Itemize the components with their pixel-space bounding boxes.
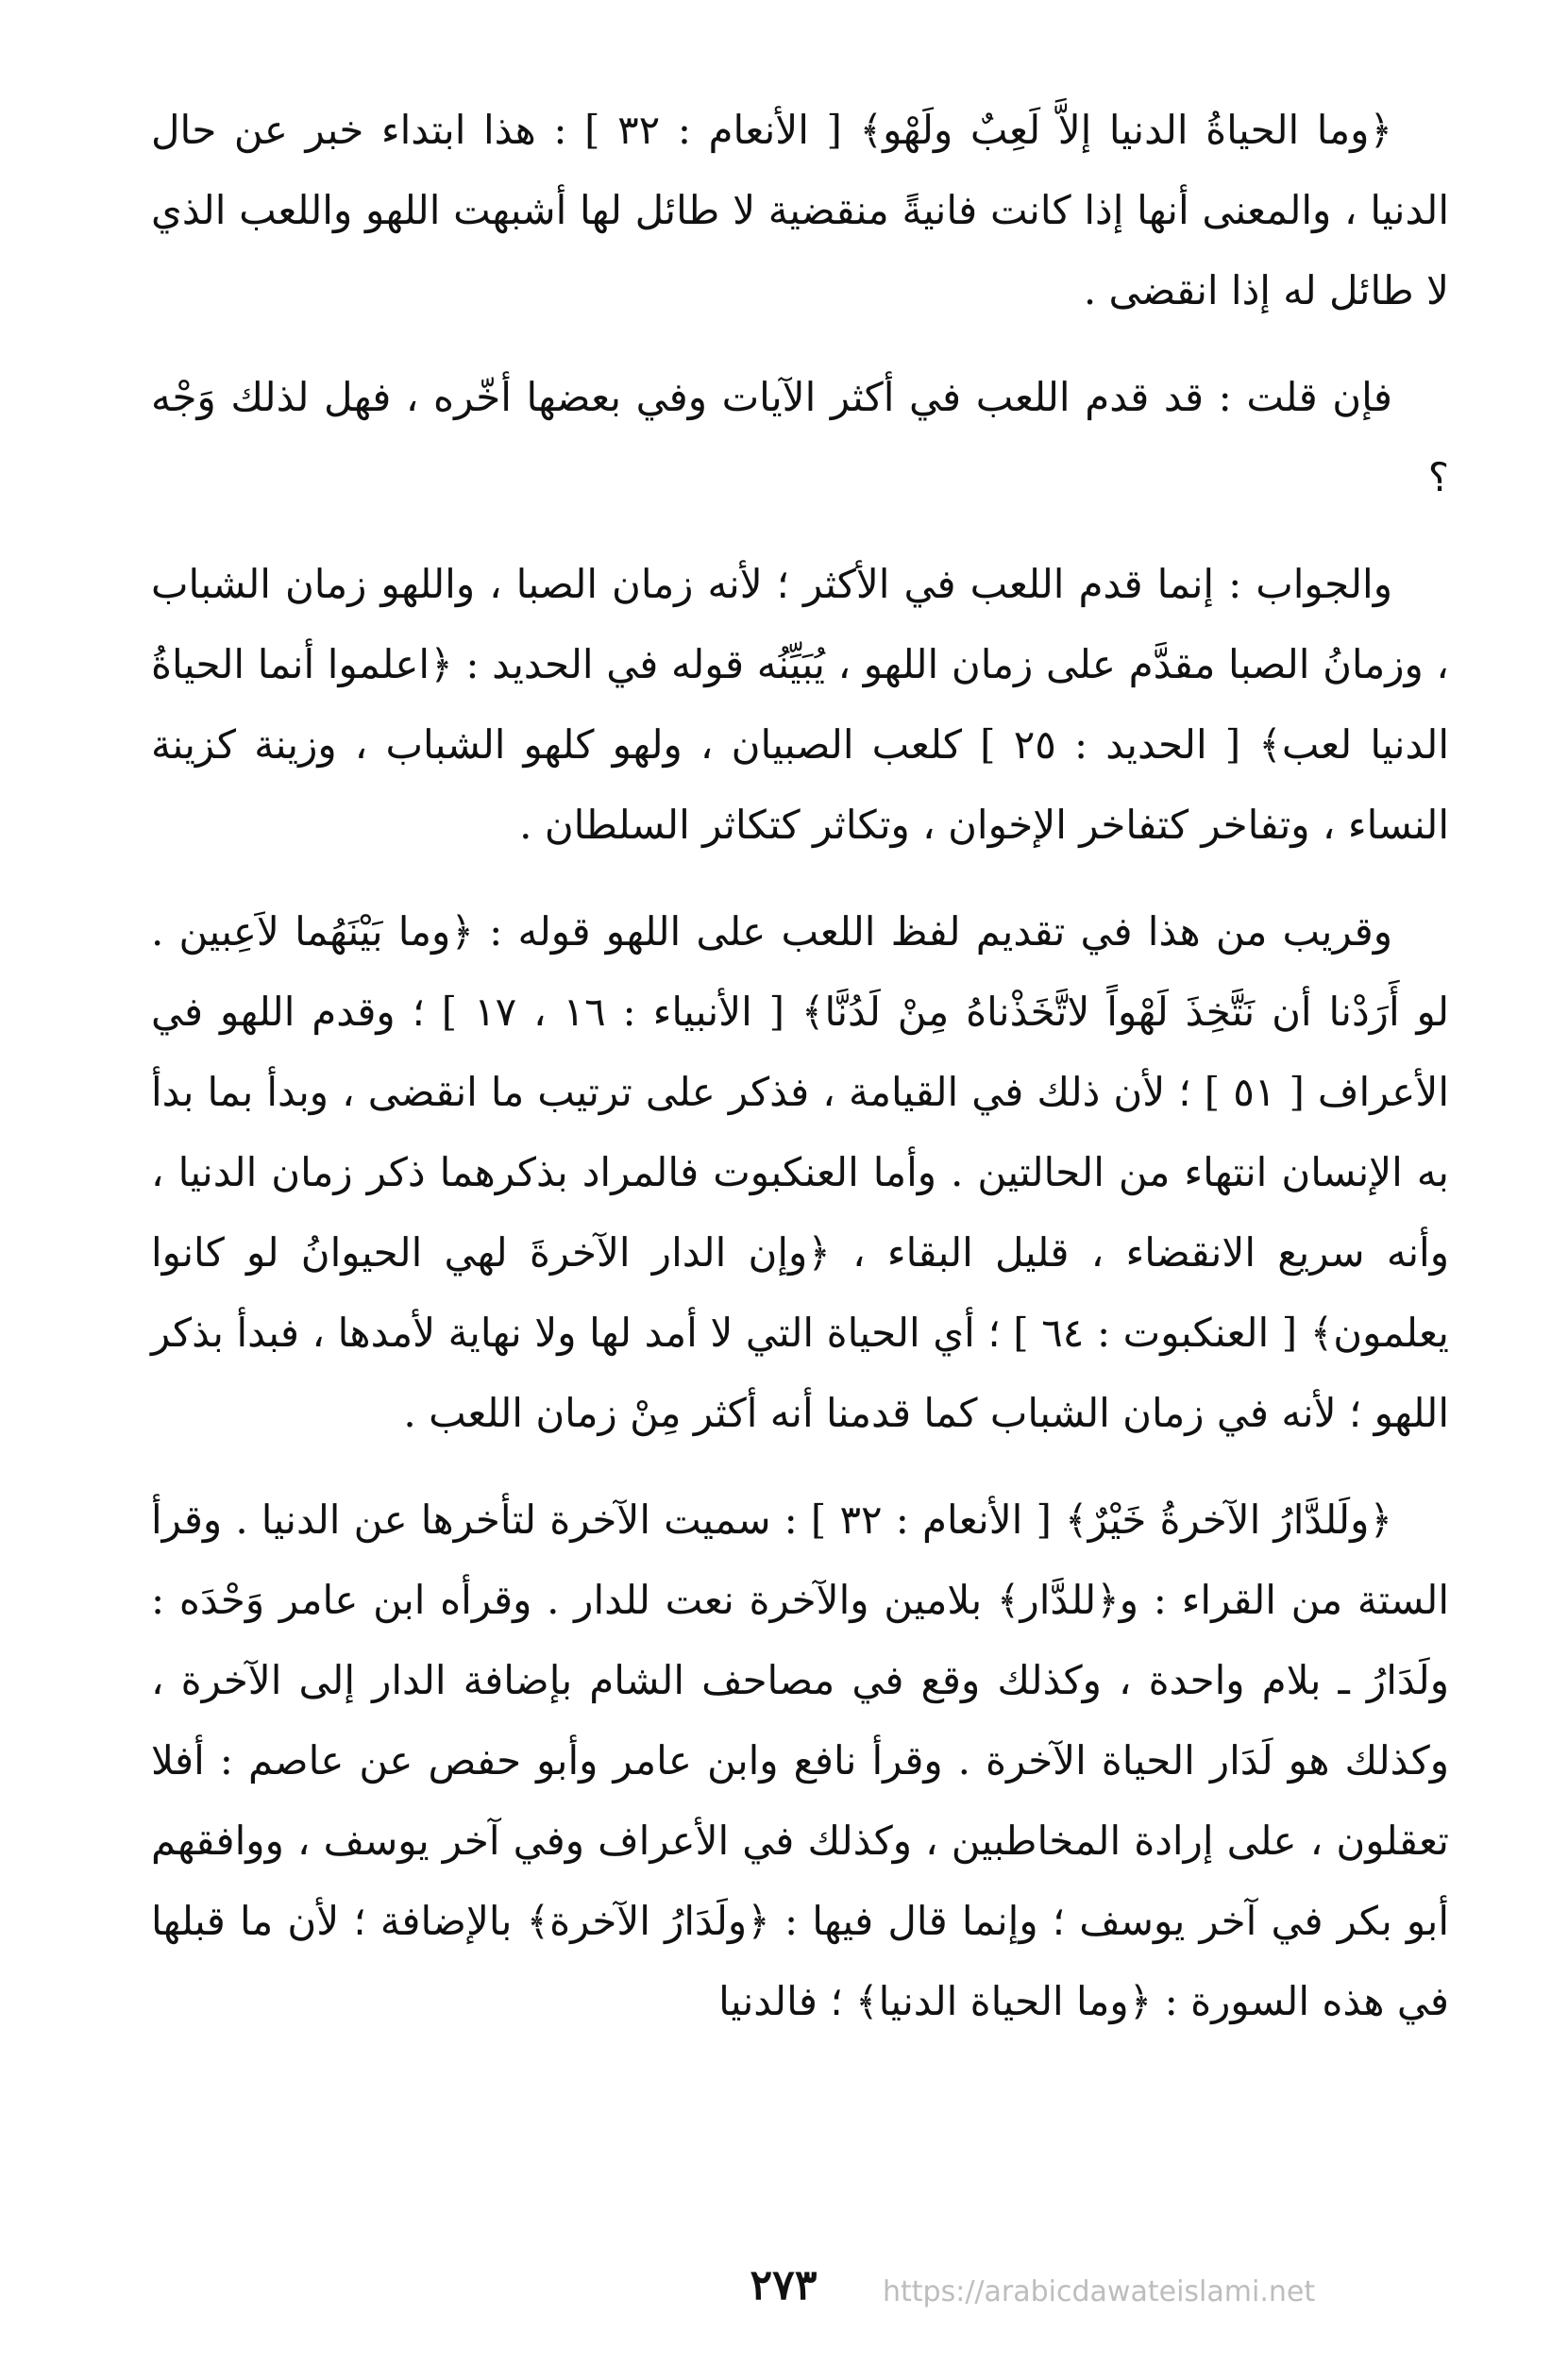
page-body — [151, 90, 1449, 2068]
paragraph-5: ﴿ولَلدَّارُ الآخرةُ خَيْرٌ﴾ [ الأنعام : ٣٢ ] : سميت الآخرة لتأخرها عن الدنيا . وقرأ الستة من القراء : و﴿للدَّار﴾ بلامين والآخرة نعت للدار . وقرأه ابن عامر وَحْدَه : ولَدَارُ ـ بلام واحدة ، وكذلك وقع في مصاحف الشام بإضافة الدار إلى الآخرة ، وكذلك هو لَدَار الحياة الآخرة . وقرأ نافع وابن عامر وأبو حفص عن عاصم : أفلا تعقلون ، على إرادة المخاطبين ، وكذلك في الأعراف وفي آخر يوسف ، ووافقهم أبو بكر في آخر يوسف ؛ وإنما قال فيها : ﴿ولَدَارُ الآخرة﴾ بالإضافة ؛ لأن ما قبلها في هذه السورة : ﴿وما الحياة الدنيا﴾ ؛ فالدنيا — [151, 1496, 1450, 2024]
watermark-url: https://arabicdawateislami.net — [883, 2275, 1316, 2308]
page-number: ٢٧٣ — [750, 2261, 818, 2309]
paragraph-1: ﴿وما الحياةُ الدنيا إلاَّ لَعِبٌ ولَهْو﴾ [ الأنعام : ٣٢ ] : هذا ابتداء خبر عن حال الدنيا ، والمعنى أنها إذا كانت فانيةً منقضية لا طائل لها أشبهت اللهو واللعب الذي لا طائل له إذا انقضى . — [151, 107, 1449, 313]
paragraph-2: فإن قلت : قد قدم اللعب في أكثر الآيات وفي بعضها أخّره ، فهل لذلك وَجْه ؟ — [151, 374, 1449, 500]
paragraph-3: والجواب : إنما قدم اللعب في الأكثر ؛ لأنه زمان الصبا ، واللهو زمان الشباب ، وزمانُ الصبا مقدَّم على زمان اللهو ، يُبَيِّنُه قوله في الحديد : ﴿اعلموا أنما الحياةُ الدنيا لعب﴾ [ الحديد : ٢٥ ] كلعب الصبيان ، ولهو كلهو الشباب ، وزينة كزينة النساء ، وتفاخر كتفاخر الإخوان ، وتكاثر كتكاثر السلطان . — [151, 561, 1449, 848]
paragraph-4: وقريب من هذا في تقديم لفظ اللعب على اللهو قوله : ﴿وما بَيْنَهُما لاَعِبين . لو أَرَدْنا أن نَتَّخِذَ لَهْواً لاتَّخَذْناهُ مِنْ لَدُنَّا﴾ [ الأنبياء : ١٦ ، ١٧ ] ؛ وقدم اللهو في الأعراف [ ٥١ ] ؛ لأن ذلك في القيامة ، فذكر على ترتيب ما انقضى ، وبدأ بما بدأ به الإنسان انتهاء من الحالتين . وأما العنكبوت فالمراد بذكرهما ذكر زمان الدنيا ، وأنه سريع الانقضاء ، قليل البقاء ، ﴿وإن الدار الآخرةَ لهي الحيوانُ لو كانوا يعلمون﴾ [ العنكبوت : ٦٤ ] ؛ أي الحياة التي لا أمد لها ولا نهاية لأمدها ، فبدأ بذكر اللهو ؛ لأنه في زمان الشباب كما قدمنا أنه أكثر مِنْ زمان اللعب . — [151, 908, 1449, 1436]
